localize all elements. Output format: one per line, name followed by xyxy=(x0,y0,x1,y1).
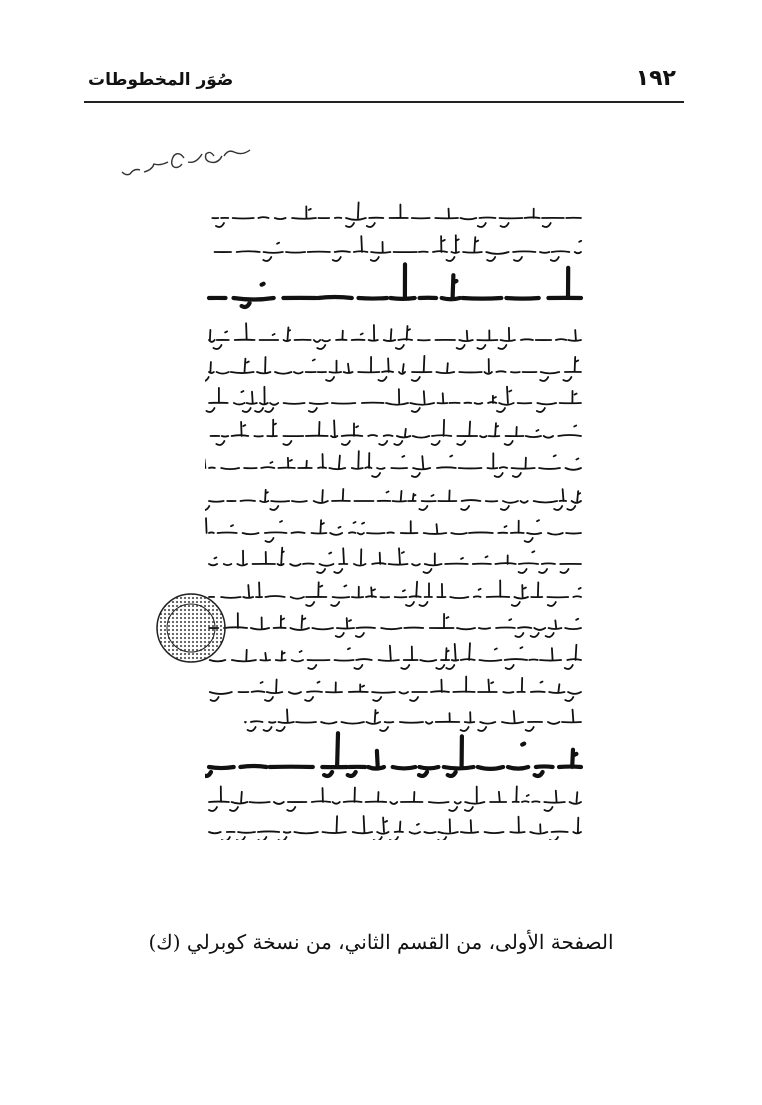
manuscript-text-line xyxy=(209,548,581,573)
manuscript-text-line xyxy=(209,786,581,811)
manuscript-text-line xyxy=(205,518,581,542)
manuscript-text-line xyxy=(209,323,581,349)
manuscript-text-line xyxy=(210,643,581,669)
manuscript-text-line xyxy=(245,709,581,731)
manuscript-text-line xyxy=(205,356,581,381)
manuscript-text-line xyxy=(209,613,581,637)
manuscript-text-line xyxy=(209,816,581,840)
page-header xyxy=(84,64,676,100)
manuscript-text-line xyxy=(211,420,582,445)
handwritten-marginal-note xyxy=(110,140,260,190)
manuscript-heading-line xyxy=(209,264,581,307)
manuscript-text-line xyxy=(215,235,582,261)
manuscript-text-line xyxy=(209,580,581,606)
manuscript-image xyxy=(205,200,585,840)
header-rule xyxy=(84,101,684,103)
manuscript-heading-line xyxy=(205,733,581,776)
manuscript-text-line xyxy=(212,202,581,227)
manuscript-text-line xyxy=(205,451,581,477)
figure-caption: الصفحة الأولى، من القسم الثاني، من نسخة كوبرلي (ك) xyxy=(148,930,614,954)
page-number: ١٩٢ xyxy=(635,66,676,91)
manuscript-text-line xyxy=(207,387,582,412)
manuscript-text-line xyxy=(210,677,581,702)
manuscript-text-line xyxy=(205,489,581,510)
running-head: صُوَر المخطوطات xyxy=(88,70,234,90)
library-seal-stamp xyxy=(155,592,227,664)
